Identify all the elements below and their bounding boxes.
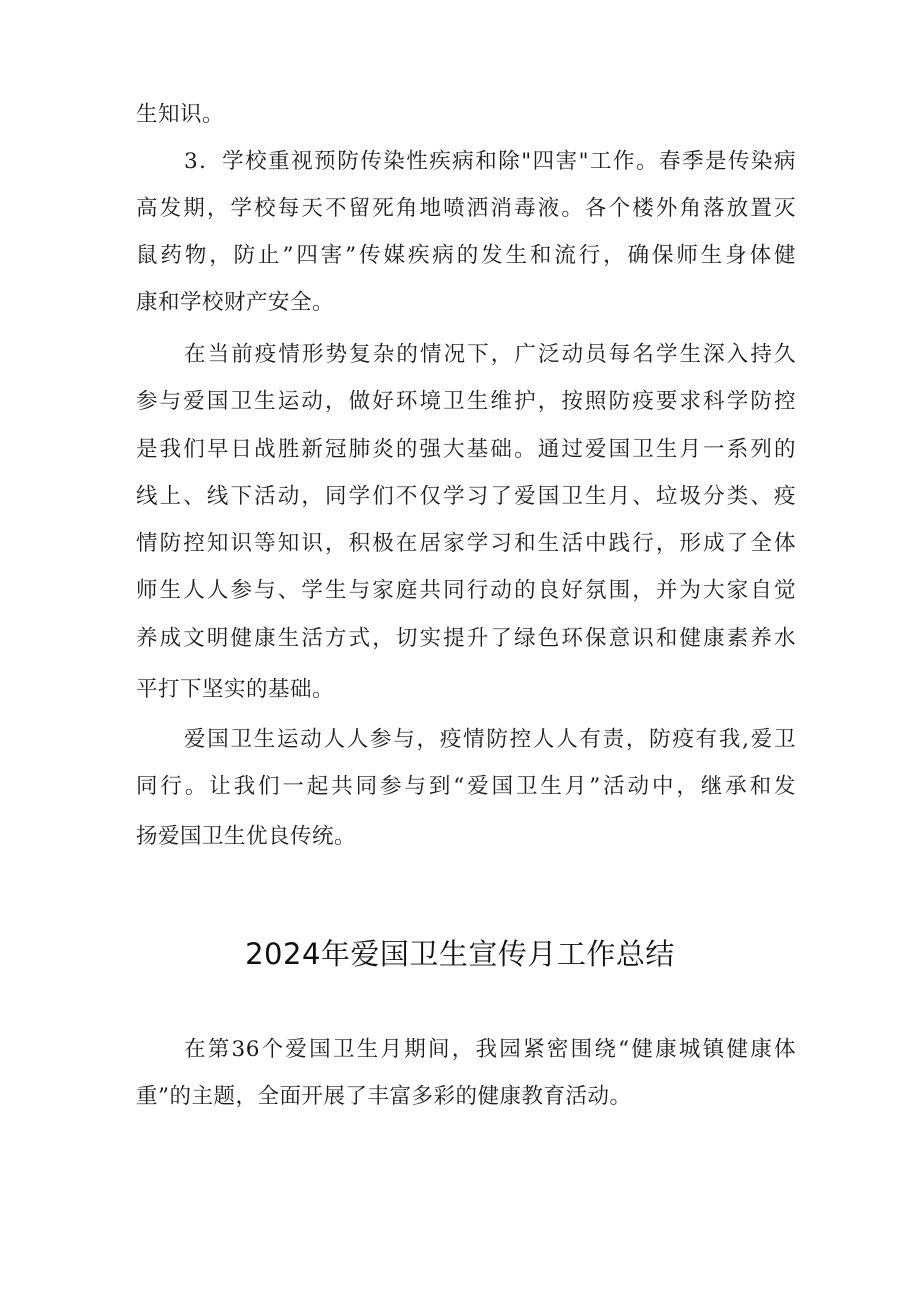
paragraph-line: 参与爱国卫生运动，做好环境卫生维护，按照防疫要求科学防控 (136, 389, 796, 414)
paragraph-line: 鼠药物，防止”四害”传媒疾病的发生和流行，确保师生身体健 (136, 243, 796, 268)
paragraph-line: 平打下坚实的基础。 (136, 677, 335, 702)
paragraph-line: 在当前疫情形势复杂的情况下，广泛动员每名学生深入持久 (184, 342, 796, 367)
paragraph-line: 康和学校财产安全。 (136, 290, 335, 315)
paragraph-line: 是我们早日战胜新冠肺炎的强大基础。通过爱国卫生月一系列的 (136, 437, 796, 462)
paragraph-line: 线上、线下活动，同学们不仅学习了爱国卫生月、垃圾分类、疫 (136, 484, 796, 509)
paragraph-line: 重”的主题，全面开展了丰富多彩的健康教育活动。 (136, 1084, 632, 1109)
paragraph-line: 情防控知识等知识，积极在居家学习和生活中践行，形成了全体 (136, 531, 796, 556)
paragraph-line: 爱国卫生运动人人参与，疫情防控人人有责，防疫有我,爱卫 (184, 727, 796, 752)
paragraph-line: 同行。让我们一起共同参与到“爱国卫生月”活动中，继承和发 (136, 774, 796, 799)
paragraph-line: 3．学校重视预防传染性疾病和除"四害"工作。春季是传染病 (184, 149, 796, 174)
paragraph-line: 扬爱国卫生优良传统。 (136, 824, 357, 849)
paragraph-line: 养成文明健康生活方式，切实提升了绿色环保意识和健康素养水 (136, 626, 796, 651)
paragraph-line: 在第36个爱国卫生月期间，我园紧密围绕“健康城镇健康体 (184, 1037, 796, 1062)
page-title: 2024年爱国卫生宣传月工作总结 (245, 937, 675, 971)
paragraph-line: 高发期，学校每天不留死角地喷洒消毒液。各个楼外角落放置灭 (136, 196, 796, 221)
paragraph-line: 师生人人参与、学生与家庭共同行动的良好氛围，并为大家自觉 (136, 578, 796, 603)
paragraph-line: 生知识。 (136, 102, 225, 127)
